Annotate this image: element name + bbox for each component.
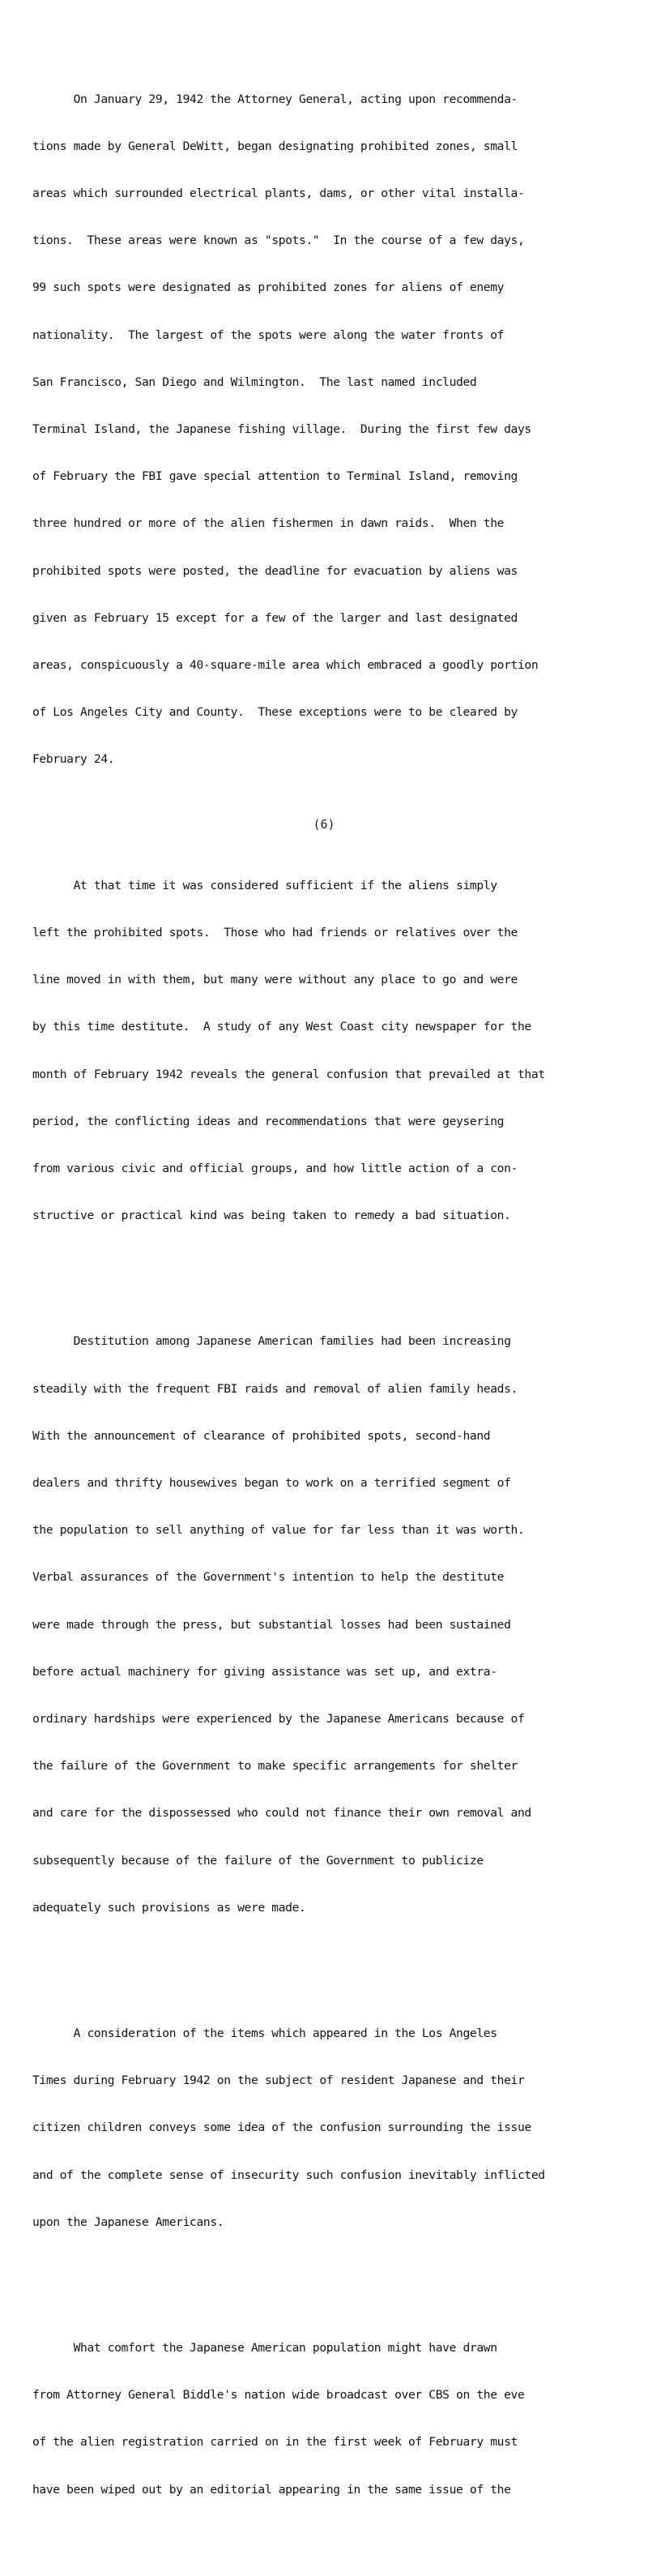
text-line: by this time destitute. A study of any West Coast city newspaper for the bbox=[32, 1020, 531, 1034]
text-line: What comfort the Japanese American population might have drawn bbox=[32, 2341, 497, 2356]
text-line: tions made by General DeWitt, began designating prohibited zones, small bbox=[32, 139, 518, 153]
text-line: and of the complete sense of insecurity such confusion inevitably inflicted bbox=[32, 2167, 545, 2182]
text-line: At that time it was considered sufficient if the aliens simply bbox=[32, 878, 497, 892]
text-line: steadily with the frequent FBI raids and removal of alien family heads. bbox=[32, 1381, 518, 1396]
text-line: the population to sell anything of value for far less than it was worth. bbox=[32, 1523, 525, 1538]
text-line: subsequently because of the failure of the Government to publicize bbox=[32, 1853, 484, 1868]
text-line: Times during February 1942 on the subject of resident Japanese and their bbox=[32, 2073, 525, 2088]
text-line: tions. These areas were known as "spots." In the course of a few days, bbox=[32, 233, 525, 248]
paragraph-5 bbox=[32, 2309, 632, 2529]
paragraph-4 bbox=[32, 1994, 632, 2261]
text-line: before actual machinery for giving assistance was set up, and extra- bbox=[32, 1664, 497, 1679]
text-line: from Attorney General Biddle's nation wide broadcast over CBS on the eve bbox=[32, 2388, 525, 2403]
text-line: prohibited spots were posted, the deadline for evacuation by aliens was bbox=[32, 563, 518, 578]
text-line: Terminal Island, the Japanese fishing village. During the first few days bbox=[32, 422, 531, 437]
text-line: areas, conspicuously a 40-square-mile area which embraced a goodly portion bbox=[32, 658, 539, 673]
paragraph-1 bbox=[32, 60, 632, 799]
text-line: San Francisco, San Diego and Wilmington. The last named included bbox=[32, 374, 477, 389]
text-line: With the announcement of clearance of prohibited spots, second-hand bbox=[32, 1428, 491, 1443]
text-line: and care for the dispossessed who could not finance their own removal and bbox=[32, 1806, 531, 1821]
text-line: month of February 1942 reveals the general confusion that prevailed at that bbox=[32, 1067, 545, 1081]
text-line: have been wiped out by an editorial appearing in the same issue of the bbox=[32, 2482, 511, 2497]
text-line: three hundred or more of the alien fishermen in dawn raids. When the bbox=[32, 516, 505, 531]
text-line: of the alien registration carried on in the first week of February must bbox=[32, 2435, 518, 2450]
text-line: On January 29, 1942 the Attorney General, acting upon recommenda- bbox=[32, 92, 518, 106]
page-number: (6) bbox=[313, 817, 335, 832]
text-line: Destitution among Japanese American families had been increasing bbox=[32, 1334, 511, 1349]
text-line: the failure of the Government to make specific arrangements for shelter bbox=[32, 1759, 518, 1774]
text-line: structive or practical kind was being taken to remedy a bad situation. bbox=[32, 1209, 511, 1223]
body-text bbox=[32, 28, 632, 2576]
text-line: A consideration of the items which appeared in the Los Angeles bbox=[32, 2026, 497, 2040]
text-line: citizen children conveys some idea of the confusion surrounding the issue bbox=[32, 2120, 531, 2135]
text-line: dealers and thrifty housewives began to work on a terrified segment of bbox=[32, 1475, 511, 1490]
text-line: left the prohibited spots. Those who had friends or relatives over the bbox=[32, 925, 518, 939]
text-line: 99 such spots were designated as prohibited zones for aliens of enemy bbox=[32, 280, 505, 295]
text-line: given as February 15 except for a few of the larger and last designated bbox=[32, 610, 518, 625]
text-line: of February the FBI gave special attention to Terminal Island, removing bbox=[32, 469, 518, 484]
text-line: upon the Japanese Americans. bbox=[32, 2214, 224, 2229]
text-line: from various civic and official groups, and how little action of a con- bbox=[32, 1161, 518, 1175]
text-line: were made through the press, but substantial losses had been sustained bbox=[32, 1617, 511, 1632]
text-line: line moved in with them, but many were without any place to go and were bbox=[32, 973, 518, 987]
text-line: nationality. The largest of the spots were along the water fronts of bbox=[32, 327, 505, 342]
text-line: areas which surrounded electrical plants, dams, or other vital installa- bbox=[32, 186, 525, 201]
text-line: adequately such provisions as were made. bbox=[32, 1900, 306, 1915]
paragraph-2 bbox=[32, 846, 632, 1255]
paragraph-3 bbox=[32, 1303, 632, 1947]
text-line: ordinary hardships were experienced by the Japanese Americans because of bbox=[32, 1711, 525, 1726]
text-line: February 24. bbox=[32, 752, 115, 767]
text-line: period, the conflicting ideas and recommendations that were geysering bbox=[32, 1114, 505, 1128]
text-line: Verbal assurances of the Government's intention to help the destitute bbox=[32, 1570, 505, 1585]
text-line: of Los Angeles City and County. These exceptions were to be cleared by bbox=[32, 705, 518, 720]
